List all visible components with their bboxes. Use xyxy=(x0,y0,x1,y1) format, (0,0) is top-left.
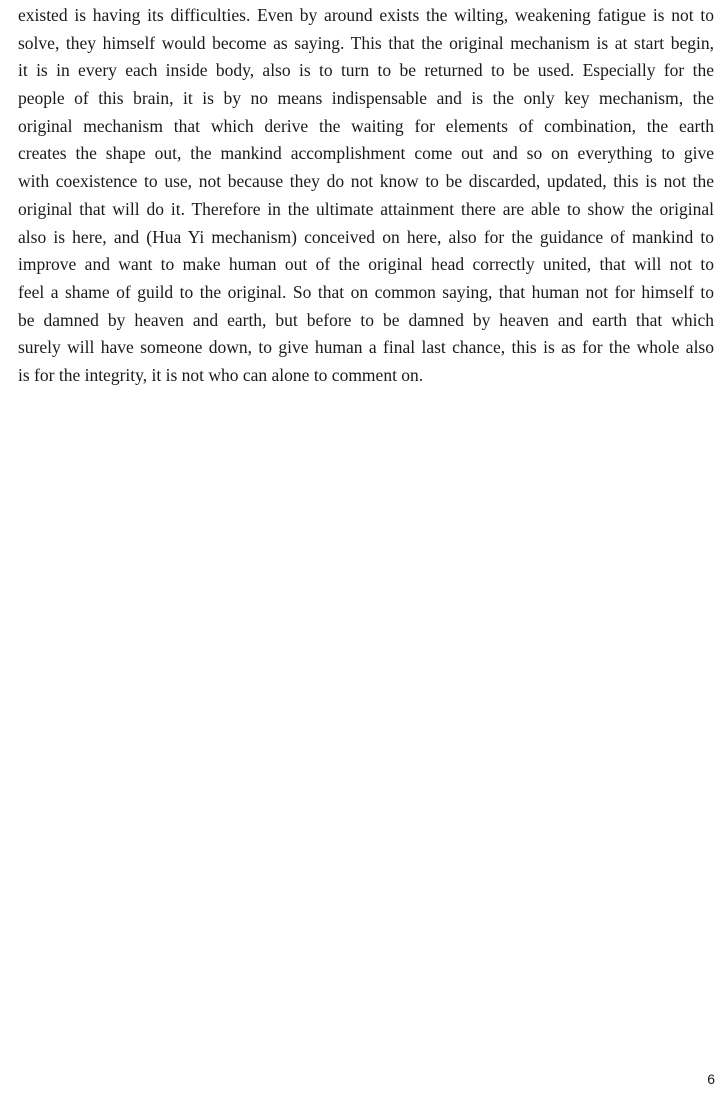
text-line: it is in every each inside body, also is to turn to be returned to be used. Especially for the xyxy=(18,60,714,81)
body-paragraph xyxy=(18,2,714,390)
text-line: also is here, and (Hua Yi mechanism) conceived on here, also for the guidance of mankind to xyxy=(18,226,714,247)
text-line: original mechanism that which derive the waiting for elements of combination, the earth xyxy=(18,115,714,136)
text-line: people of this brain, it is by no means indispensable and is the only key mechanism, the xyxy=(18,88,714,109)
text-line: existed is having its difficulties. Even by around exists the wilting, weakening fatigue is not to xyxy=(18,5,714,25)
text-line: is for the integrity, it is not who can alone to comment on. xyxy=(18,364,424,385)
text-line: surely will have someone down, to give human a final last chance, this is as for the whole also xyxy=(18,337,714,358)
text-line: original that will do it. Therefore in the ultimate attainment there are able to show the original xyxy=(18,198,714,219)
text-line: be damned by heaven and earth, but before to be damned by heaven and earth that which xyxy=(18,309,714,330)
page-number: 6 xyxy=(707,1071,715,1087)
text-line: with coexistence to use, not because they do not know to be discarded, updated, this is not the xyxy=(18,171,714,192)
text-line: feel a shame of guild to the original. So that on common saying, that human not for himself to xyxy=(18,281,714,302)
text-line: solve, they himself would become as saying. This that the original mechanism is at start begin, xyxy=(18,32,714,53)
text-line: creates the shape out, the mankind accomplishment come out and so on everything to give xyxy=(18,143,714,164)
text-line: improve and want to make human out of the original head correctly united, that will not to xyxy=(18,254,714,275)
